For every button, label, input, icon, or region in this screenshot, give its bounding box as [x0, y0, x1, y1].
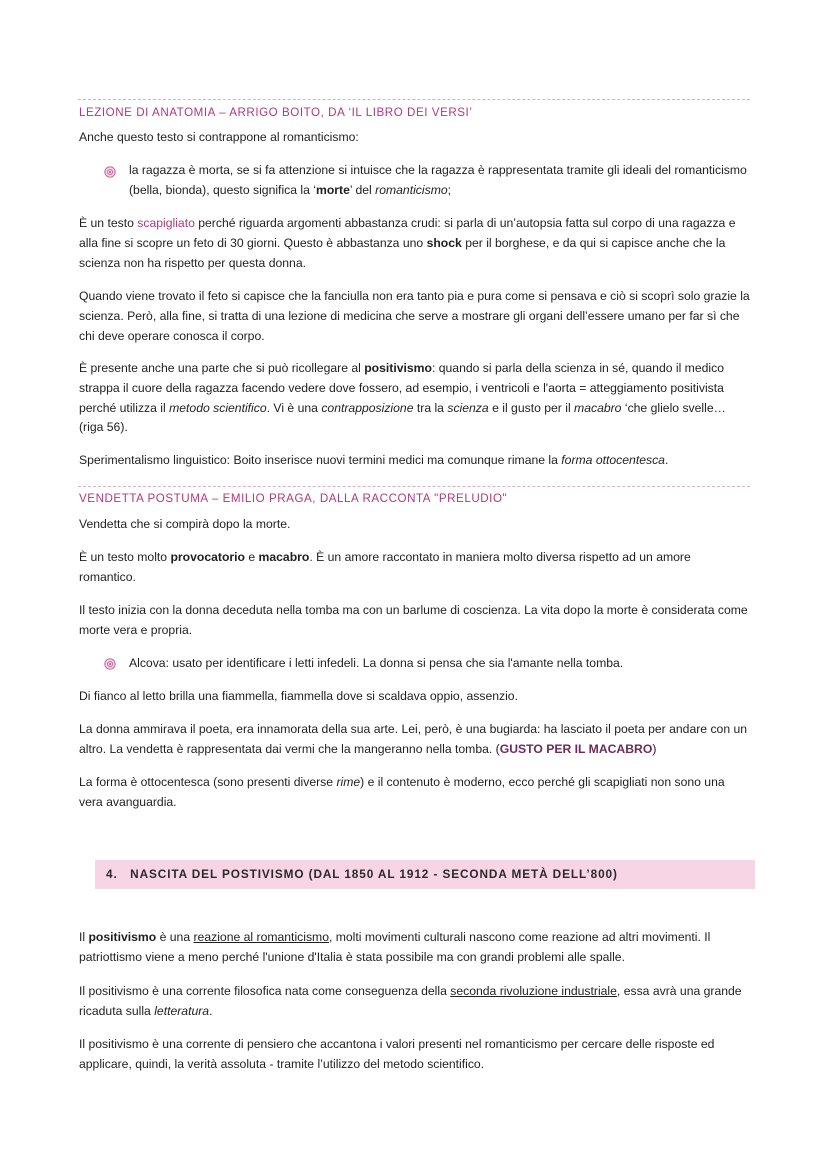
gusto-macabro-label: GUSTO PER IL MACABRO	[499, 741, 653, 756]
paragraph: È presente anche una parte che si può ricollegare al positivismo: quando si parla della scienza in sé, quando il medico strappa il cuore della ragazza facendo vedere dove fossero, ad esempio, i ventricoli e l'aorta = atteggiamento positivista perché utilizza il metodo scientifico. Vi è una contrapposizione tra la scienza e il gusto per il macabro ‘che glielo svelle… (riga 56).	[79, 361, 726, 435]
paragraph: È un testo molto provocatorio e macabro. È un amore raccontato in maniera molto diversa rispetto ad un amore romantico.	[79, 550, 691, 584]
paragraph: La forma è ottocentesca (sono presenti diverse rime) e il contenuto è moderno, ecco perché gli scapigliati non sono una vera avanguardia.	[79, 775, 725, 809]
flower-bullet-icon	[104, 658, 116, 670]
bullet-text: la ragazza è morta, se si fa attenzione si intuisce che la ragazza è rappresentata tramite gli ideali del romanticismo (bella, bionda), questo significa la ‘morte’ del romanticismo;	[129, 163, 747, 197]
section-divider	[78, 99, 750, 100]
paragraph: Il positivismo è una reazione al romanticismo, molti movimenti culturali nascono come reazione ad altri movimenti. Il patriottismo viene a meno perché l'unione d'Italia è stata possibile ma con grandi problemi alle spalle.	[79, 930, 711, 964]
paragraph: Sperimentalismo linguistico: Boito inserisce nuovi termini medici ma comunque rimane la forma ottocentesca.	[79, 453, 669, 467]
paragraph: Il testo inizia con la donna deceduta nella tomba ma con un barlume di coscienza. La vita dopo la morte è considerata come morte vera e propria.	[79, 603, 748, 637]
paragraph: Di fianco al letto brilla una fiammella, fiammella dove si scaldava oppio, assenzio.	[79, 689, 518, 703]
bullet-text: Alcova: usato per identificare i letti infedeli. La donna si pensa che sia l'amante nella tomba.	[129, 656, 624, 670]
section-heading-positivismo: 4. NASCITA DEL POSTIVISMO (DAL 1850 AL 1912 - SECONDA METÀ DELL’800)	[106, 867, 618, 881]
paragraph: La donna ammirava il poeta, era innamorata della sua arte. Lei, però, è una bugiarda: ha lasciato il poeta per andare con un altro. La vendetta è rappresentata dai vermi che la mangeranno nella tomba. (GUSTO PER IL MACABRO)	[79, 722, 748, 756]
paragraph: Il positivismo è una corrente di pensiero che accantona i valori presenti nel romanticismo per cercare delle risposte ed applicare, quindi, la verità assoluta - tramite l’utilizzo del metodo scientifico.	[79, 1037, 715, 1071]
paragraph: Quando viene trovato il feto si capisce che la fanciulla non era tanto pia e pura come si pensava e ciò si scoprì solo grazie la scienza. Però, alla fine, si tratta di una lezione di medicina che serve a mostrare gli organi dell’essere umano per far sì che chi deve operare conosca il corpo.	[79, 289, 750, 343]
paragraph: Anche questo testo si contrappone al romanticismo:	[79, 130, 359, 144]
paragraph: Vendetta che si compirà dopo la morte.	[79, 517, 291, 531]
paragraph: Il positivismo è una corrente filosofica nata come conseguenza della seconda rivoluzione industriale, essa avrà una grande ricaduta sulla letteratura.	[79, 984, 742, 1018]
section-divider	[78, 486, 750, 487]
flower-bullet-icon	[104, 166, 116, 178]
section-heading-vendetta: VENDETTA POSTUMA – EMILIO PRAGA, DALLA RACCONTA "PRELUDIO"	[79, 492, 508, 505]
paragraph: È un testo scapigliato perché riguarda argomenti abbastanza crudi: si parla di un’autopsia fatta sul corpo di una ragazza e alla fine si scopre un feto di 30 giorni. Questo è abbastanza uno shock per il borghese, e da qui si capisce anche che la scienza non ha rispetto per questa donna.	[79, 216, 736, 270]
section-heading-lezione: LEZIONE DI ANATOMIA – ARRIGO BOITO, DA ‘IL LIBRO DEI VERSI’	[79, 106, 473, 119]
scapigliato-term: scapigliato	[137, 216, 195, 230]
section-heading-bar	[95, 860, 755, 889]
